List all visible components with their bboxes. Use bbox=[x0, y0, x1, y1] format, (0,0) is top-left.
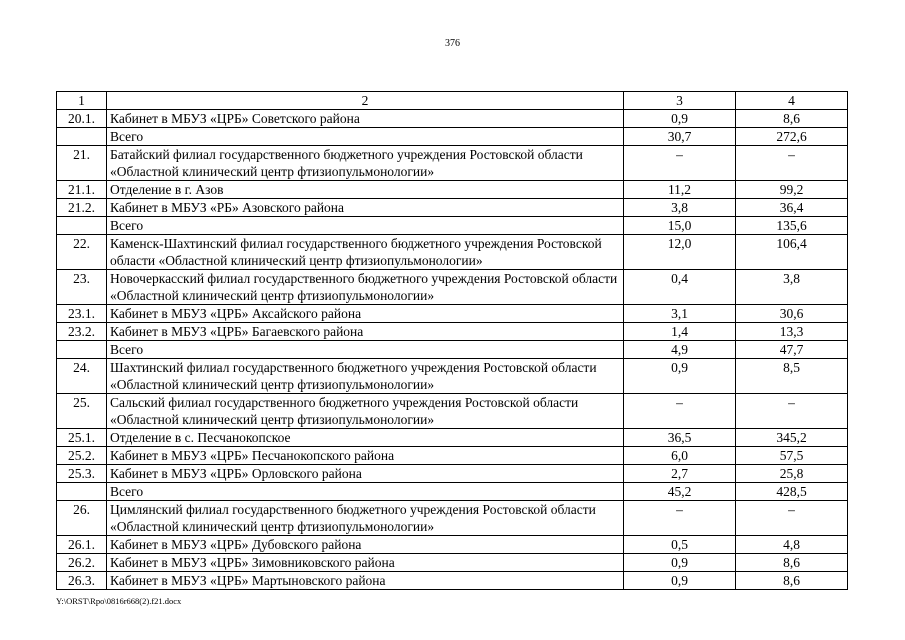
document-file-path: Y:\ORST\Rpo\0816r668(2).f21.docx bbox=[56, 596, 182, 606]
row-value-4-cell: 106,4 bbox=[736, 235, 848, 270]
row-value-4-cell: 57,5 bbox=[736, 447, 848, 465]
row-value-4-cell: 428,5 bbox=[736, 483, 848, 501]
header-cell-3: 3 bbox=[624, 92, 736, 110]
row-name-cell: Цимлянский филиал государственного бюджетного учреждения Ростовской области «Областной клинический центр фтизиопульмонологии» bbox=[107, 501, 624, 536]
table-row bbox=[57, 110, 848, 128]
row-name-cell: Отделение в г. Азов bbox=[107, 181, 624, 199]
row-name-cell: Всего bbox=[107, 217, 624, 235]
row-name-cell: Кабинет в МБУЗ «ЦРБ» Советского района bbox=[107, 110, 624, 128]
row-number-cell: 25.2. bbox=[57, 447, 107, 465]
row-value-3-cell: – bbox=[624, 146, 736, 181]
row-value-3-cell: 2,7 bbox=[624, 465, 736, 483]
row-value-3-cell: 3,1 bbox=[624, 305, 736, 323]
row-name-cell: Кабинет в МБУЗ «ЦРБ» Орловского района bbox=[107, 465, 624, 483]
row-value-4-cell: 272,6 bbox=[736, 128, 848, 146]
row-name-cell: Кабинет в МБУЗ «ЦРБ» Багаевского района bbox=[107, 323, 624, 341]
row-value-3-cell: 45,2 bbox=[624, 483, 736, 501]
row-name-cell: Сальский филиал государственного бюджетного учреждения Ростовской области «Областной клинический центр фтизиопульмонологии» bbox=[107, 394, 624, 429]
row-name-cell: Всего bbox=[107, 483, 624, 501]
row-value-3-cell: 4,9 bbox=[624, 341, 736, 359]
row-number-cell bbox=[57, 128, 107, 146]
row-value-3-cell: 0,9 bbox=[624, 572, 736, 590]
table-body bbox=[57, 92, 848, 590]
row-value-4-cell: – bbox=[736, 394, 848, 429]
row-value-4-cell: 30,6 bbox=[736, 305, 848, 323]
row-number-cell: 26. bbox=[57, 501, 107, 536]
table-row bbox=[57, 270, 848, 305]
row-name-cell: Кабинет в МБУЗ «ЦРБ» Мартыновского района bbox=[107, 572, 624, 590]
row-number-cell: 25. bbox=[57, 394, 107, 429]
row-value-4-cell: 99,2 bbox=[736, 181, 848, 199]
row-number-cell: 24. bbox=[57, 359, 107, 394]
row-number-cell: 23.1. bbox=[57, 305, 107, 323]
row-name-cell: Каменск-Шахтинский филиал государственного бюджетного учреждения Ростовской области «Областной клинический центр фтизиопульмонологии» bbox=[107, 235, 624, 270]
row-name-cell: Кабинет в МБУЗ «ЦРБ» Дубовского района bbox=[107, 536, 624, 554]
table-row bbox=[57, 447, 848, 465]
header-cell-2: 2 bbox=[107, 92, 624, 110]
row-number-cell: 21.2. bbox=[57, 199, 107, 217]
row-number-cell: 25.3. bbox=[57, 465, 107, 483]
row-name-cell: Кабинет в МБУЗ «РБ» Азовского района bbox=[107, 199, 624, 217]
table-row bbox=[57, 536, 848, 554]
row-value-4-cell: 36,4 bbox=[736, 199, 848, 217]
row-number-cell bbox=[57, 483, 107, 501]
row-value-4-cell: 13,3 bbox=[736, 323, 848, 341]
row-value-4-cell: 25,8 bbox=[736, 465, 848, 483]
row-value-3-cell: 15,0 bbox=[624, 217, 736, 235]
row-value-3-cell: 30,7 bbox=[624, 128, 736, 146]
table-row bbox=[57, 235, 848, 270]
row-value-4-cell: 135,6 bbox=[736, 217, 848, 235]
row-number-cell: 26.2. bbox=[57, 554, 107, 572]
table-row bbox=[57, 501, 848, 536]
table-row bbox=[57, 394, 848, 429]
table-row bbox=[57, 341, 848, 359]
row-name-cell: Новочеркасский филиал государственного бюджетного учреждения Ростовской области «Областной клинический центр фтизиопульмонологии» bbox=[107, 270, 624, 305]
row-name-cell: Отделение в с. Песчанокопское bbox=[107, 429, 624, 447]
table-row bbox=[57, 146, 848, 181]
row-number-cell: 20.1. bbox=[57, 110, 107, 128]
row-value-4-cell: 8,5 bbox=[736, 359, 848, 394]
table-row bbox=[57, 305, 848, 323]
row-name-cell: Кабинет в МБУЗ «ЦРБ» Песчанокопского района bbox=[107, 447, 624, 465]
row-value-3-cell: 3,8 bbox=[624, 199, 736, 217]
row-value-3-cell: – bbox=[624, 394, 736, 429]
row-number-cell bbox=[57, 217, 107, 235]
row-value-3-cell: 0,9 bbox=[624, 110, 736, 128]
row-value-4-cell: 4,8 bbox=[736, 536, 848, 554]
table-row bbox=[57, 128, 848, 146]
row-name-cell: Всего bbox=[107, 128, 624, 146]
row-value-4-cell: 345,2 bbox=[736, 429, 848, 447]
row-number-cell: 21. bbox=[57, 146, 107, 181]
row-value-4-cell: 8,6 bbox=[736, 572, 848, 590]
table-row bbox=[57, 359, 848, 394]
row-name-cell: Шахтинский филиал государственного бюджетного учреждения Ростовской области «Областной клинический центр фтизиопульмонологии» bbox=[107, 359, 624, 394]
row-value-4-cell: 8,6 bbox=[736, 554, 848, 572]
row-number-cell bbox=[57, 341, 107, 359]
row-value-3-cell: 36,5 bbox=[624, 429, 736, 447]
header-cell-1: 1 bbox=[57, 92, 107, 110]
row-value-3-cell: 0,9 bbox=[624, 359, 736, 394]
row-number-cell: 25.1. bbox=[57, 429, 107, 447]
row-number-cell: 26.3. bbox=[57, 572, 107, 590]
facilities-table bbox=[56, 91, 848, 590]
page-number: 376 bbox=[445, 38, 460, 49]
row-name-cell: Кабинет в МБУЗ «ЦРБ» Зимовниковского района bbox=[107, 554, 624, 572]
row-number-cell: 22. bbox=[57, 235, 107, 270]
row-name-cell: Всего bbox=[107, 341, 624, 359]
row-number-cell: 21.1. bbox=[57, 181, 107, 199]
table-row bbox=[57, 323, 848, 341]
row-value-3-cell: 12,0 bbox=[624, 235, 736, 270]
table-row bbox=[57, 554, 848, 572]
row-value-3-cell: 6,0 bbox=[624, 447, 736, 465]
row-value-4-cell: – bbox=[736, 146, 848, 181]
row-value-4-cell: 3,8 bbox=[736, 270, 848, 305]
table-row bbox=[57, 199, 848, 217]
row-value-3-cell: – bbox=[624, 501, 736, 536]
row-number-cell: 26.1. bbox=[57, 536, 107, 554]
table-header-row bbox=[57, 92, 848, 110]
row-value-3-cell: 0,5 bbox=[624, 536, 736, 554]
row-value-4-cell: – bbox=[736, 501, 848, 536]
table-row bbox=[57, 429, 848, 447]
row-value-4-cell: 8,6 bbox=[736, 110, 848, 128]
row-number-cell: 23.2. bbox=[57, 323, 107, 341]
row-number-cell: 23. bbox=[57, 270, 107, 305]
table-row bbox=[57, 465, 848, 483]
header-cell-4: 4 bbox=[736, 92, 848, 110]
row-value-3-cell: 11,2 bbox=[624, 181, 736, 199]
table-row bbox=[57, 572, 848, 590]
row-name-cell: Батайский филиал государственного бюджетного учреждения Ростовской области «Областной клинический центр фтизиопульмонологии» bbox=[107, 146, 624, 181]
row-value-4-cell: 47,7 bbox=[736, 341, 848, 359]
row-value-3-cell: 0,9 bbox=[624, 554, 736, 572]
row-value-3-cell: 0,4 bbox=[624, 270, 736, 305]
row-value-3-cell: 1,4 bbox=[624, 323, 736, 341]
table-row bbox=[57, 483, 848, 501]
table-row bbox=[57, 217, 848, 235]
table-row bbox=[57, 181, 848, 199]
row-name-cell: Кабинет в МБУЗ «ЦРБ» Аксайского района bbox=[107, 305, 624, 323]
